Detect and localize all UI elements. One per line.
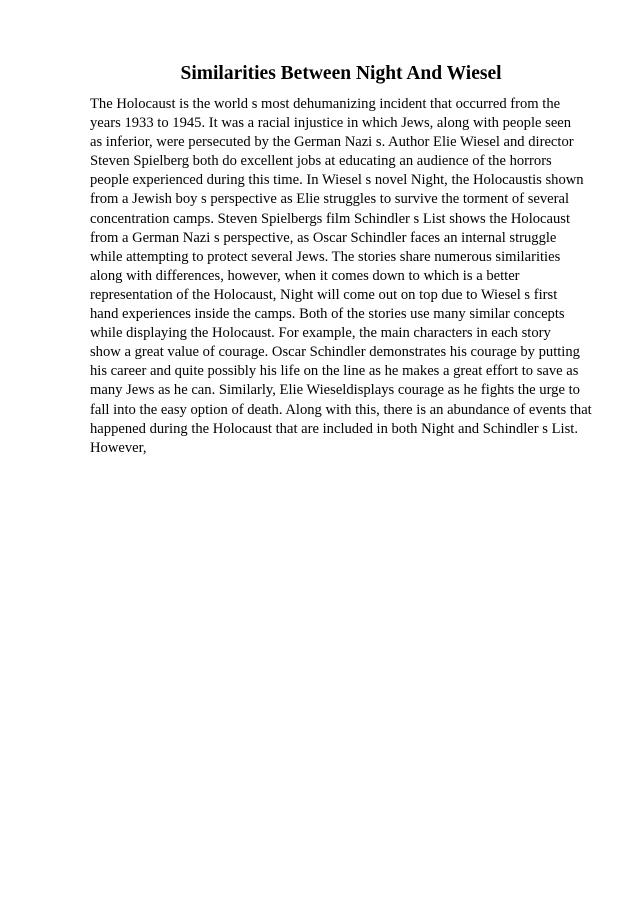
body-line: while displaying the Holocaust. For example, the main characters in each story [90, 325, 551, 342]
body-line: happened during the Holocaust that are included in both Night and Schindler s List. [90, 420, 578, 437]
body-line: hand experiences inside the camps. Both of the stories use many similar concepts [90, 306, 565, 323]
body-line: people experienced during this time. In Wiesel s novel Night, the Holocaustis shown [90, 172, 584, 189]
body-line: representation of the Holocaust, Night will come out on top due to Wiesel s first [90, 286, 558, 303]
body-line: his career and quite possibly his life on the line as he makes a great effort to save as [90, 363, 579, 380]
body-line: along with differences, however, when it comes down to which is a better [90, 267, 520, 284]
body-line: concentration camps. Steven Spielbergs film Schindler s List shows the Holocaust [90, 210, 571, 227]
body-line: show a great value of courage. Oscar Schindler demonstrates his courage by putting [90, 344, 580, 361]
body-line: However, [90, 439, 147, 456]
body-line: The Holocaust is the world s most dehumanizing incident that occurred from the [90, 96, 561, 112]
body-line: many Jews as he can. Similarly, Elie Wieseldisplays courage as he fights the urge to [90, 382, 580, 399]
body-line: years 1933 to 1945. It was a racial injustice in which Jews, along with people seen [90, 115, 572, 132]
body-line: Steven Spielberg both do excellent jobs at educating an audience of the horrors [90, 153, 552, 170]
document-body [90, 95, 630, 458]
body-line: as inferior, were persecuted by the German Nazi s. Author Elie Wiesel and director [90, 134, 574, 151]
body-line: while attempting to protect several Jews. The stories share numerous similarities [90, 248, 561, 265]
document-title: Similarities Between Night And Wiesel [180, 63, 502, 84]
body-line: fall into the easy option of death. Along with this, there is an abundance of events that [90, 401, 592, 418]
body-line: from a German Nazi s perspective, as Oscar Schindler faces an internal struggle [90, 229, 557, 246]
body-line: from a Jewish boy s perspective as Elie struggles to survive the torment of several [90, 191, 570, 208]
